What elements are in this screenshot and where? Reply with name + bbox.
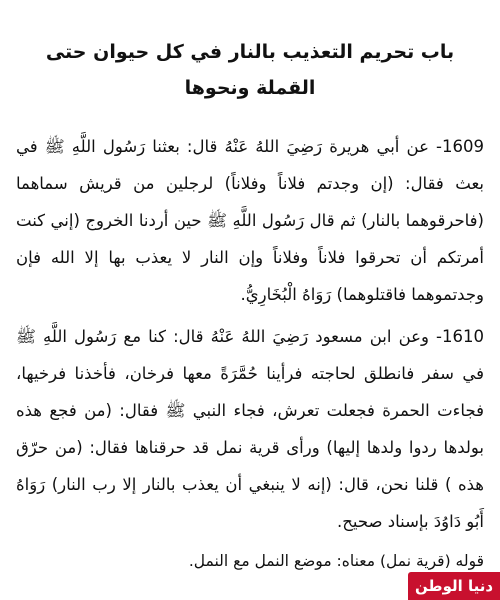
hadith-1610-paragraph: 1610- وعن ابن مسعود رَضِيَ اللهُ عَنْهُ قال: كنا مع رَسُول اللَّهِ ﷺ في سفر فانطلق لحاجته فرأينا حُمَّرَةً معها فرخان، فأخذنا فرخيها، فجاءت الحمرة فجعلت تعرش، فجاء النبي ﷺ فقال: (من فجع هذه بولدها ردوا ولدها إليها) ورأى قرية نمل قد حرقناها فقال: (من حرّق هذه ) قلنا نحن، قال: (إنه لا ينبغي أن يعذب بالنار إلا رب النار) رَوَاهُ أَبُو دَاوُدَ بإسناد صحيح.	[16, 327, 484, 531]
footnote: قوله (قرية نمل) معناه: موضع النمل مع النمل.	[188, 552, 484, 570]
hadith-1609-paragraph: 1609- عن أبي هريرة رَضِيَ اللهُ عَنْهُ قال: بعثنا رَسُول اللَّهِ ﷺ في بعث فقال: (إن وجدتم فلاناً وفلاناً) لرجلين من قريش سماهما (فاحرقوهما بالنار) ثم قال رَسُول اللَّهِ ﷺ حين أردنا الخروج (إني كنت أمرتكم أن تحرقوا فلاناً وفلاناً وإن النار لا يعذب بها إلا الله فإن وجدتموهما فاقتلوهما) رَوَاهُ الْبُخَارِيُّ.	[16, 137, 484, 304]
chapter-title: باب تحريم التعذيب بالنار في كل حيوان حتى القملة ونحوها	[45, 41, 455, 99]
watermark-logo: دنيا الوطن	[408, 572, 500, 600]
